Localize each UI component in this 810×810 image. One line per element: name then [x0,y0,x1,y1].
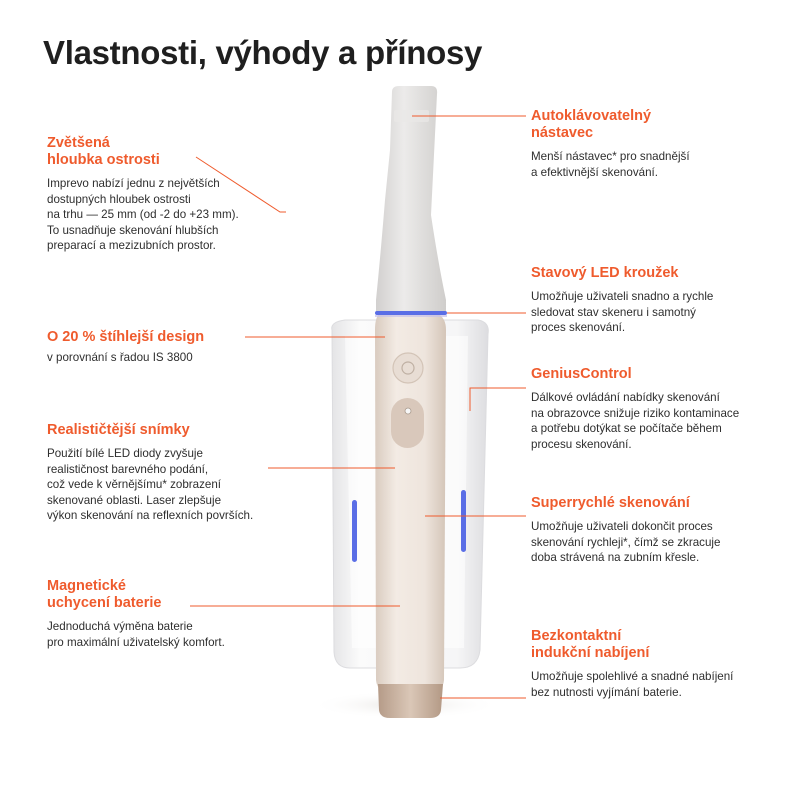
feature-led-ring [531,265,713,336]
feature-realistic-images [47,422,253,524]
feature-description: Umožňuje uživateli snadno a rychle sledovat stav skeneru i samotný proces skenování. [531,290,714,334]
feature-superfast-scanning [531,495,720,566]
feature-title: Autoklávovatelný nástavec [531,108,652,141]
feature-depth-of-field [47,135,239,254]
feature-description: Použití bílé LED diody zvyšuje realističnost barevného podání, což vede k věrnějšímu* zobrazení skenované oblasti. Laser zlepšuje výkon skenování na reflexních površích. [47,447,254,522]
feature-title: Magnetické uchycení baterie [47,578,162,611]
feature-title: Bezkontaktní indukční nabíjení [531,628,650,661]
feature-title: O 20 % štíhlejší design [47,329,205,345]
feature-description: v porovnání s řadou IS 3800 [47,351,193,364]
feature-title: Superrychlé skenování [531,495,690,511]
feature-description: Imprevo nabízí jednu z největších dostupných hloubek ostrosti na trhu — 25 mm (od -2 do +23 mm). To usnadňuje skenování hlubších preparací a mezizubních prostor. [47,177,239,252]
feature-title: Zvětšená hloubka ostrosti [47,135,160,168]
feature-description: Dálkové ovládání nabídky skenování na obrazovce snižuje riziko kontaminace a potřebu dotýkat se počítače během procesu skenování. [531,391,740,451]
feature-magnetic-battery [47,578,225,650]
feature-description: Umožňuje spolehlivé a snadné nabíjení bez nutnosti vyjímání baterie. [531,670,734,699]
feature-geniuscontrol [531,366,739,452]
feature-description: Menší nástavec* pro snadnější a efektivnější skenování. [531,150,690,179]
feature-description: Jednoduchá výměna baterie pro maximální uživatelský komfort. [47,620,225,649]
feature-title: GeniusControl [531,366,632,382]
feature-wireless-charging [531,628,733,700]
feature-autoclavable-tip [531,108,690,180]
feature-title: Stavový LED kroužek [531,265,679,281]
leader-line [470,388,526,411]
feature-description: Umožňuje uživateli dokončit proces skenování rychleji*, čímž se zkracuje doba strávená na zubním křesle. [531,520,721,564]
feature-title: Realističtější snímky [47,422,190,438]
page-title: Vlastnosti, výhody a přínosy [43,34,483,71]
feature-slimmer-design [47,329,204,366]
